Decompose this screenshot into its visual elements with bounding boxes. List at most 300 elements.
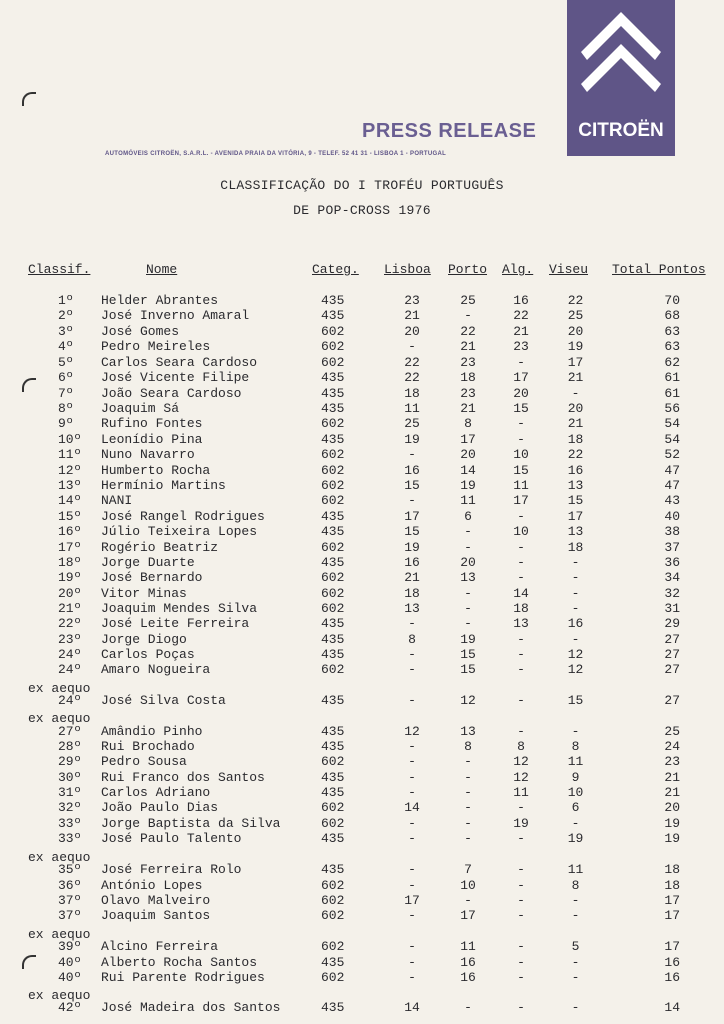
cell-name: Joaquim Mendes Silva <box>101 601 258 616</box>
cell-cat: 435 <box>321 770 345 785</box>
cell-porto: 13 <box>460 724 476 739</box>
cell-lisboa: - <box>408 754 416 769</box>
header-viseu: Viseu <box>549 262 589 277</box>
cell-total: 29 <box>664 616 680 631</box>
table-row <box>0 308 724 323</box>
cell-viseu: 22 <box>567 293 584 308</box>
cell-cat: 435 <box>321 616 345 631</box>
cell-lisboa: 11 <box>404 401 420 416</box>
cell-total: 27 <box>664 647 680 662</box>
cell-cat: 435 <box>321 1000 345 1015</box>
cell-name: Carlos Adriano <box>101 785 211 800</box>
cell-alg: - <box>517 540 525 555</box>
table-row <box>0 939 724 954</box>
cell-total: 37 <box>664 540 680 555</box>
cell-total: 43 <box>664 493 680 508</box>
cell-alg: 20 <box>513 386 529 401</box>
cell-alg: 11 <box>513 785 529 800</box>
cell-alg: 17 <box>513 493 529 508</box>
cell-lisboa: - <box>408 770 416 785</box>
cell-total: 70 <box>664 293 680 308</box>
cell-cat: 435 <box>321 739 345 754</box>
table-row <box>0 800 724 815</box>
table-row <box>0 463 724 478</box>
table-row <box>0 724 724 739</box>
table-row <box>0 339 724 354</box>
cell-alg: - <box>517 970 525 985</box>
cell-cat: 435 <box>321 862 345 877</box>
cell-total: 21 <box>664 770 680 785</box>
cell-viseu: 10 <box>567 785 584 800</box>
cell-cat: 602 <box>321 800 345 815</box>
cell-name: Amaro Nogueira <box>101 662 211 677</box>
table-row <box>0 370 724 385</box>
cell-porto: 11 <box>460 939 476 954</box>
cell-total: 18 <box>664 862 680 877</box>
cell-lisboa: - <box>408 447 416 462</box>
cell-viseu: 15 <box>567 693 584 708</box>
cell-total: 20 <box>664 800 680 815</box>
cell-pos: 18º <box>58 555 82 570</box>
table-row <box>0 878 724 893</box>
cell-total: 25 <box>664 724 680 739</box>
cell-viseu: - <box>571 970 580 985</box>
cell-lisboa: 22 <box>404 370 420 385</box>
cell-name: Humberto Rocha <box>101 463 211 478</box>
cell-pos: 33º <box>58 831 82 846</box>
cell-viseu: 8 <box>571 739 580 754</box>
cell-total: 16 <box>664 955 680 970</box>
table-row <box>0 785 724 800</box>
table-row <box>0 540 724 555</box>
cell-viseu: - <box>571 893 580 908</box>
cell-name: Rogério Beatriz <box>101 540 219 555</box>
cell-pos: 10º <box>58 432 82 447</box>
cell-alg: 12 <box>513 770 529 785</box>
cell-alg: 18 <box>513 601 529 616</box>
cell-name: Joaquim Santos <box>101 908 211 923</box>
cell-porto: - <box>464 800 472 815</box>
cell-total: 31 <box>664 601 680 616</box>
cell-porto: 16 <box>460 955 476 970</box>
cell-pos: 2º <box>58 308 74 323</box>
cell-alg: - <box>517 570 525 585</box>
cell-pos: 24º <box>58 693 82 708</box>
cell-name: Jorge Duarte <box>101 555 195 570</box>
header-classif: Classif. <box>28 262 91 277</box>
cell-name: Rufino Fontes <box>101 416 203 431</box>
cell-name: José Silva Costa <box>101 693 226 708</box>
table-row <box>0 739 724 754</box>
cell-pos: 1º <box>58 293 74 308</box>
cell-cat: 435 <box>321 524 345 539</box>
cell-alg: - <box>517 416 525 431</box>
cell-alg: 10 <box>513 447 529 462</box>
cell-total: 23 <box>664 754 680 769</box>
cell-cat: 602 <box>321 939 345 954</box>
cell-pos: 17º <box>58 540 82 555</box>
cell-lisboa: 19 <box>404 432 420 447</box>
cell-name: José Rangel Rodrigues <box>101 509 265 524</box>
cell-cat: 602 <box>321 416 345 431</box>
cell-total: 19 <box>664 831 680 846</box>
cell-porto: 23 <box>460 386 476 401</box>
table-row <box>0 432 724 447</box>
cell-viseu: 16 <box>567 616 584 631</box>
cell-total: 56 <box>664 401 680 416</box>
cell-name: Joaquim Sá <box>101 401 180 416</box>
cell-total: 61 <box>664 370 680 385</box>
cell-name: José Bernardo <box>101 570 203 585</box>
cell-cat: 435 <box>321 955 345 970</box>
cell-name: Carlos Seara Cardoso <box>101 355 258 370</box>
cell-porto: 14 <box>460 463 476 478</box>
cell-cat: 602 <box>321 908 345 923</box>
cell-porto: 23 <box>460 355 476 370</box>
header-categ: Categ. <box>312 262 359 277</box>
cell-name: José Inverno Amaral <box>101 308 250 323</box>
cell-lisboa: - <box>408 862 416 877</box>
cell-total: 19 <box>664 816 680 831</box>
cell-pos: 15º <box>58 509 82 524</box>
cell-total: 16 <box>664 970 680 985</box>
cell-alg: 17 <box>513 370 529 385</box>
cell-name: José Ferreira Rolo <box>101 862 242 877</box>
cell-alg: 23 <box>513 339 529 354</box>
cell-lisboa: 15 <box>404 524 420 539</box>
cell-viseu: 16 <box>567 463 584 478</box>
cell-pos: 9º <box>58 416 74 431</box>
cell-cat: 435 <box>321 432 345 447</box>
cell-viseu: 22 <box>567 447 584 462</box>
cell-pos: 12º <box>58 463 82 478</box>
cell-name: Pedro Sousa <box>101 754 187 769</box>
cell-cat: 435 <box>321 370 345 385</box>
cell-viseu: 17 <box>567 509 584 524</box>
table-row <box>0 1000 724 1015</box>
cell-lisboa: - <box>408 339 416 354</box>
cell-cat: 602 <box>321 662 345 677</box>
cell-alg: - <box>517 647 525 662</box>
cell-lisboa: 19 <box>404 540 420 555</box>
table-row <box>0 662 724 677</box>
cell-name: NANI <box>101 493 133 508</box>
cell-alg: - <box>517 862 525 877</box>
cell-name: Alberto Rocha Santos <box>101 955 258 970</box>
cell-name: João Paulo Dias <box>101 800 219 815</box>
cell-pos: 30º <box>58 770 82 785</box>
cell-viseu: 8 <box>571 878 580 893</box>
cell-name: Jorge Diogo <box>101 632 187 647</box>
cell-total: 62 <box>664 355 680 370</box>
cell-pos: 35º <box>58 862 82 877</box>
cell-pos: 14º <box>58 493 82 508</box>
table-row <box>0 693 724 708</box>
cell-viseu: 21 <box>567 416 584 431</box>
table-row <box>0 754 724 769</box>
cell-pos: 36º <box>58 878 82 893</box>
cell-viseu: 18 <box>567 432 584 447</box>
cell-cat: 435 <box>321 308 345 323</box>
cell-viseu: 5 <box>571 939 580 954</box>
cell-porto: 25 <box>460 293 476 308</box>
cell-cat: 602 <box>321 324 345 339</box>
table-row <box>0 355 724 370</box>
cell-viseu: - <box>571 555 580 570</box>
cell-name: José Gomes <box>101 324 180 339</box>
cell-lisboa: - <box>408 878 416 893</box>
cell-alg: - <box>517 1000 525 1015</box>
table-row <box>0 893 724 908</box>
cell-name: Pedro Meireles <box>101 339 211 354</box>
cell-cat: 435 <box>321 386 345 401</box>
cell-alg: 8 <box>517 739 525 754</box>
cell-cat: 602 <box>321 339 345 354</box>
table-row <box>0 908 724 923</box>
cell-alg: - <box>517 939 525 954</box>
cell-cat: 602 <box>321 893 345 908</box>
cell-name: Nuno Navarro <box>101 447 195 462</box>
cell-viseu: 20 <box>567 324 584 339</box>
cell-porto: 13 <box>460 570 476 585</box>
cell-name: Jorge Baptista da Silva <box>101 816 281 831</box>
cell-alg: 21 <box>513 324 529 339</box>
cell-alg: - <box>517 509 525 524</box>
cell-viseu: 25 <box>567 308 584 323</box>
table-row <box>0 816 724 831</box>
cell-pos: 29º <box>58 754 82 769</box>
cell-lisboa: - <box>408 816 416 831</box>
cell-total: 36 <box>664 555 680 570</box>
cell-pos: 4º <box>58 339 74 354</box>
table-row <box>0 447 724 462</box>
cell-alg: 19 <box>513 816 529 831</box>
ex-aequo-label: ex aequo <box>28 711 91 726</box>
cell-lisboa: 25 <box>404 416 420 431</box>
cell-total: 47 <box>664 463 680 478</box>
cell-total: 17 <box>664 939 680 954</box>
cell-cat: 602 <box>321 601 345 616</box>
cell-name: Helder Abrantes <box>101 293 219 308</box>
cell-viseu: - <box>571 724 580 739</box>
cell-total: 32 <box>664 586 680 601</box>
cell-viseu: 12 <box>567 662 584 677</box>
cell-pos: 21º <box>58 601 82 616</box>
cell-viseu: 15 <box>567 493 584 508</box>
cell-viseu: - <box>571 1000 580 1015</box>
cell-total: 40 <box>664 509 680 524</box>
cell-pos: 31º <box>58 785 82 800</box>
cell-pos: 20º <box>58 586 82 601</box>
cell-cat: 435 <box>321 293 345 308</box>
table-row <box>0 616 724 631</box>
cell-alg: 16 <box>513 293 529 308</box>
cell-pos: 32º <box>58 800 82 815</box>
cell-porto: 6 <box>464 509 472 524</box>
cell-pos: 23º <box>58 632 82 647</box>
cell-porto: - <box>464 601 472 616</box>
cell-porto: 22 <box>460 324 476 339</box>
cell-pos: 39º <box>58 939 82 954</box>
cell-pos: 37º <box>58 908 82 923</box>
cell-total: 27 <box>664 693 680 708</box>
cell-cat: 602 <box>321 816 345 831</box>
cell-alg: - <box>517 800 525 815</box>
cell-porto: 11 <box>460 493 476 508</box>
cell-alg: - <box>517 632 525 647</box>
cell-viseu: 13 <box>567 524 584 539</box>
cell-pos: 24º <box>58 647 82 662</box>
cell-porto: 15 <box>460 662 476 677</box>
table-row <box>0 293 724 308</box>
cell-cat: 435 <box>321 724 345 739</box>
cell-name: Amândio Pinho <box>101 724 203 739</box>
cell-total: 14 <box>664 1000 680 1015</box>
cell-porto: 17 <box>460 432 476 447</box>
cell-porto: 21 <box>460 401 476 416</box>
cell-total: 18 <box>664 878 680 893</box>
cell-pos: 7º <box>58 386 74 401</box>
punch-hole-mark <box>22 92 36 106</box>
ex-aequo-label: ex aequo <box>28 681 91 696</box>
header-porto: Porto <box>448 262 488 277</box>
table-row <box>0 524 724 539</box>
cell-pos: 24º <box>58 662 82 677</box>
cell-viseu: 11 <box>567 754 584 769</box>
cell-total: 27 <box>664 662 680 677</box>
cell-pos: 16º <box>58 524 82 539</box>
table-row <box>0 478 724 493</box>
cell-lisboa: - <box>408 955 416 970</box>
cell-porto: 15 <box>460 647 476 662</box>
cell-porto: 12 <box>460 693 476 708</box>
cell-lisboa: - <box>408 939 416 954</box>
document-title-line1: CLASSIFICAÇÃO DO I TROFÉU PORTUGUÊS <box>220 178 504 193</box>
cell-alg: - <box>517 878 525 893</box>
cell-porto: - <box>464 785 472 800</box>
cell-porto: - <box>464 616 472 631</box>
header-lisboa: Lisboa <box>384 262 431 277</box>
cell-cat: 602 <box>321 478 345 493</box>
table-row <box>0 862 724 877</box>
cell-cat: 602 <box>321 540 345 555</box>
table-row <box>0 493 724 508</box>
cell-cat: 602 <box>321 586 345 601</box>
cell-total: 61 <box>664 386 680 401</box>
cell-lisboa: - <box>408 908 416 923</box>
header-total-pontos: Total Pontos <box>612 262 706 277</box>
cell-pos: 37º <box>58 893 82 908</box>
cell-lisboa: - <box>408 785 416 800</box>
table-row <box>0 324 724 339</box>
cell-porto: 19 <box>460 478 476 493</box>
cell-total: 68 <box>664 308 680 323</box>
cell-alg: - <box>517 355 525 370</box>
cell-viseu: - <box>571 586 580 601</box>
cell-lisboa: 18 <box>404 386 420 401</box>
cell-cat: 435 <box>321 401 345 416</box>
cell-porto: 8 <box>464 416 472 431</box>
cell-pos: 6º <box>58 370 74 385</box>
cell-pos: 19º <box>58 570 82 585</box>
cell-pos: 40º <box>58 970 82 985</box>
cell-name: Olavo Malveiro <box>101 893 211 908</box>
cell-alg: - <box>517 662 525 677</box>
cell-total: 63 <box>664 339 680 354</box>
cell-viseu: - <box>571 955 580 970</box>
cell-total: 24 <box>664 739 680 754</box>
cell-viseu: 6 <box>571 800 580 815</box>
cell-name: Rui Franco dos Santos <box>101 770 265 785</box>
cell-porto: - <box>464 308 472 323</box>
cell-cat: 435 <box>321 831 345 846</box>
cell-cat: 602 <box>321 570 345 585</box>
cell-alg: - <box>517 693 525 708</box>
table-row <box>0 831 724 846</box>
cell-viseu: 13 <box>567 478 584 493</box>
cell-pos: 3º <box>58 324 74 339</box>
cell-total: 54 <box>664 416 680 431</box>
cell-alg: 15 <box>513 401 529 416</box>
cell-alg: - <box>517 908 525 923</box>
table-row <box>0 632 724 647</box>
cell-lisboa: 21 <box>404 308 420 323</box>
cell-porto: 20 <box>460 555 476 570</box>
cell-viseu: - <box>571 816 580 831</box>
cell-lisboa: 23 <box>404 293 420 308</box>
cell-viseu: 11 <box>567 862 584 877</box>
cell-porto: - <box>464 754 472 769</box>
cell-lisboa: 14 <box>404 800 420 815</box>
cell-porto: 16 <box>460 970 476 985</box>
table-row <box>0 586 724 601</box>
cell-alg: 22 <box>513 308 529 323</box>
cell-lisboa: 15 <box>404 478 420 493</box>
cell-alg: 10 <box>513 524 529 539</box>
cell-cat: 435 <box>321 647 345 662</box>
press-release-title: PRESS RELEASE <box>362 120 537 142</box>
cell-lisboa: 8 <box>408 632 416 647</box>
cell-lisboa: 14 <box>404 1000 420 1015</box>
cell-cat: 602 <box>321 754 345 769</box>
document-title-line2: DE POP-CROSS 1976 <box>293 203 431 218</box>
cell-total: 34 <box>664 570 680 585</box>
cell-total: 21 <box>664 785 680 800</box>
table-row <box>0 955 724 970</box>
cell-pos: 33º <box>58 816 82 831</box>
cell-viseu: 12 <box>567 647 584 662</box>
cell-total: 52 <box>664 447 680 462</box>
cell-alg: 11 <box>513 478 529 493</box>
cell-name: José Leite Ferreira <box>101 616 250 631</box>
table-row <box>0 570 724 585</box>
cell-alg: 15 <box>513 463 529 478</box>
cell-cat: 602 <box>321 463 345 478</box>
cell-porto: - <box>464 540 472 555</box>
citroen-logo-block <box>567 0 675 156</box>
cell-alg: - <box>517 432 525 447</box>
cell-porto: - <box>464 770 472 785</box>
cell-lisboa: 16 <box>404 555 420 570</box>
cell-cat: 602 <box>321 493 345 508</box>
cell-name: Carlos Poças <box>101 647 195 662</box>
cell-viseu: - <box>571 601 580 616</box>
table-row <box>0 386 724 401</box>
cell-pos: 40º <box>58 955 82 970</box>
table-row <box>0 770 724 785</box>
cell-pos: 11º <box>58 447 82 462</box>
brand-name: CITROËN <box>578 120 664 141</box>
